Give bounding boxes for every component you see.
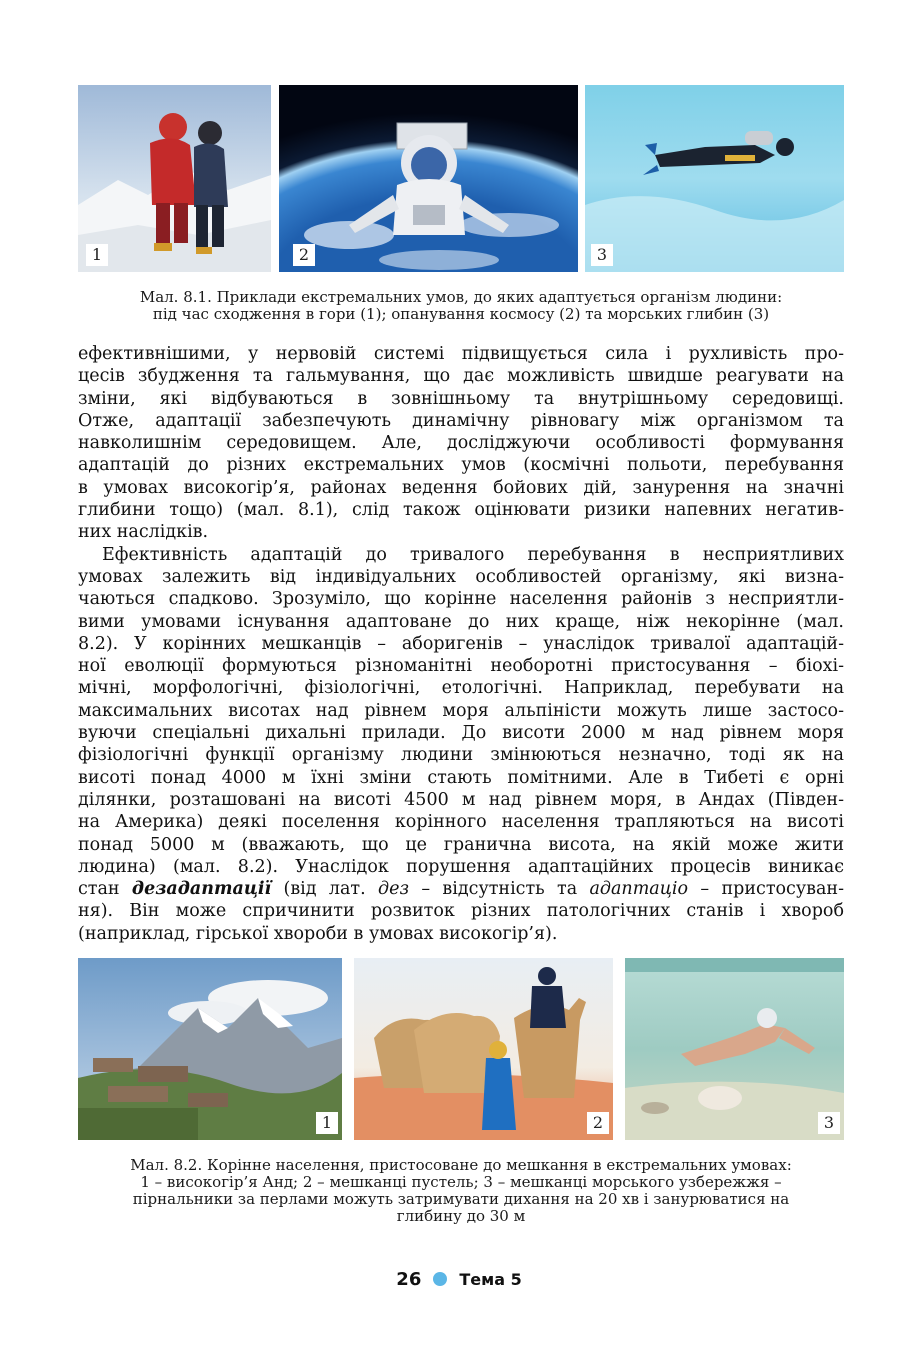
figure-number-label: 1 [316,1112,338,1134]
text-line: ефективнішими, у нервовій системі підвищується сила і рухливість про- [78,344,844,364]
text-run: – пристосуван- [688,879,844,900]
latin-term: дез [378,879,410,900]
text-line: умовах залежить від індивідуальних особливостей організму, які визна- [78,566,844,587]
text-line: ділянки, розташовані на висоті 4500 м над рівнем моря, в Андах (Півден- [78,789,844,810]
paragraph [78,544,844,945]
figure-caption [78,1157,844,1225]
paragraph [78,343,844,544]
text-line: мічні, морфологічні, фізіологічні, етологічні. Наприклад, перебувати на [78,678,844,699]
figure-number-label: 3 [591,244,613,266]
page-number: 26 [396,1269,422,1290]
text-line: (наприклад, гірської хвороби в умовах високогір’я). [78,923,558,944]
text-line: глибини тощо) (мал. 8.1), слід також оцінювати ризики напевних негатив- [78,500,844,521]
body-text [78,343,844,945]
text-run: (від лат. [271,879,379,900]
text-line: висоті понад 4000 м їхні зміни стають помітними. Але в Тибеті є орні [78,767,844,788]
bullet-dot-icon [433,1272,447,1286]
text-line: ня). Він може спричинити розвиток різних патологічних станів і хвороб [78,901,844,922]
text-line: цесів збудження та гальмування, що дає можливість швидше реагувати на [78,366,844,387]
photo-pearl-diver [625,958,844,1140]
latin-term: адаптаціо [589,879,689,900]
figure-number-label: 1 [86,244,108,266]
text-line: навколишнім середовищем. Але, досліджуючи особливості формування [78,433,844,454]
text-line: фізіологічні функції організму людини змінюються незначно, тоді як на [78,745,844,766]
photo-mountain-climbers [78,85,271,272]
text-line: понад 5000 м (вважають, що це гранична висота, на якій може жити [78,834,844,855]
text-line: чаються спадково. Зрозуміло, що корінне населення районів з несприятли- [78,589,844,610]
caption-line: 1 – високогір’я Анд; 2 – мешканці пустель; 3 – мешканці морського узбережжя – [140,1173,782,1191]
text-run: – відсутність та [409,879,590,900]
text-line: них наслідків. [78,522,209,543]
page-footer [0,1269,918,1290]
figure-caption [78,289,844,323]
text-line: адаптацій до різних екстремальних умов (космічні польоти, перебування [78,455,844,476]
text-line: зміни, які відбуваються в зовнішньому та внутрішньому середовищі. [78,388,844,409]
photo-desert-camels [354,958,613,1140]
term-dezadaptation: дезадаптації [131,879,272,900]
text-line: 8.2). У корінних мешканців – аборигенів – унаслідок тривалої адаптацій- [78,633,844,654]
text-run: стан [78,879,132,900]
photo-astronaut-space [279,85,578,272]
caption-line: Мал. 8.2. Корінне населення, пристосоване до мешкання в екстремальних умовах: [130,1156,792,1174]
text-line: вуючи спеціальні дихальні прилади. До висоти 2000 м над рівнем моря [78,723,844,744]
figure-number-label: 2 [293,244,315,266]
text-line: в умовах високогір’я, районах ведення бойових дій, занурення на значні [78,477,844,498]
caption-line: пірнальники за перлами можуть затримувати дихання на 20 хв і занурюватися на [132,1190,790,1208]
text-line: людина) (мал. 8.2). Унаслідок порушення адаптаційних процесів виникає [78,856,844,877]
text-line: ної еволюції формуються різноманітні необоротні пристосування – біохі- [78,656,844,677]
caption-line: під час сходження в гори (1); опанування космосу (2) та морських глибин (3) [152,305,770,323]
figure-number-label: 2 [587,1112,609,1134]
photo-andes-village [78,958,342,1140]
figure-number-label: 3 [818,1112,840,1134]
caption-line: Мал. 8.1. Приклади екстремальних умов, до яких адаптується організм людини: [139,288,783,306]
topic-label: Тема 5 [459,1270,522,1289]
text-line [78,878,844,900]
photo-scuba-diver [585,85,844,272]
text-line: Ефективність адаптацій до тривалого перебування в несприятливих [102,544,844,565]
caption-line: глибину до 30 м [396,1207,526,1225]
text-line: максимальних висотах над рівнем моря альпіністи можуть лише застосо- [78,700,844,721]
text-line: на Америка) деякі поселення корінного населення трапляються на висоті [78,812,844,833]
text-line: Отже, адаптації забезпечують динамічну рівновагу між організмом та [78,410,844,431]
text-line: вими умовами існування адаптоване до них краще, ніж некорінне (мал. [78,611,844,632]
